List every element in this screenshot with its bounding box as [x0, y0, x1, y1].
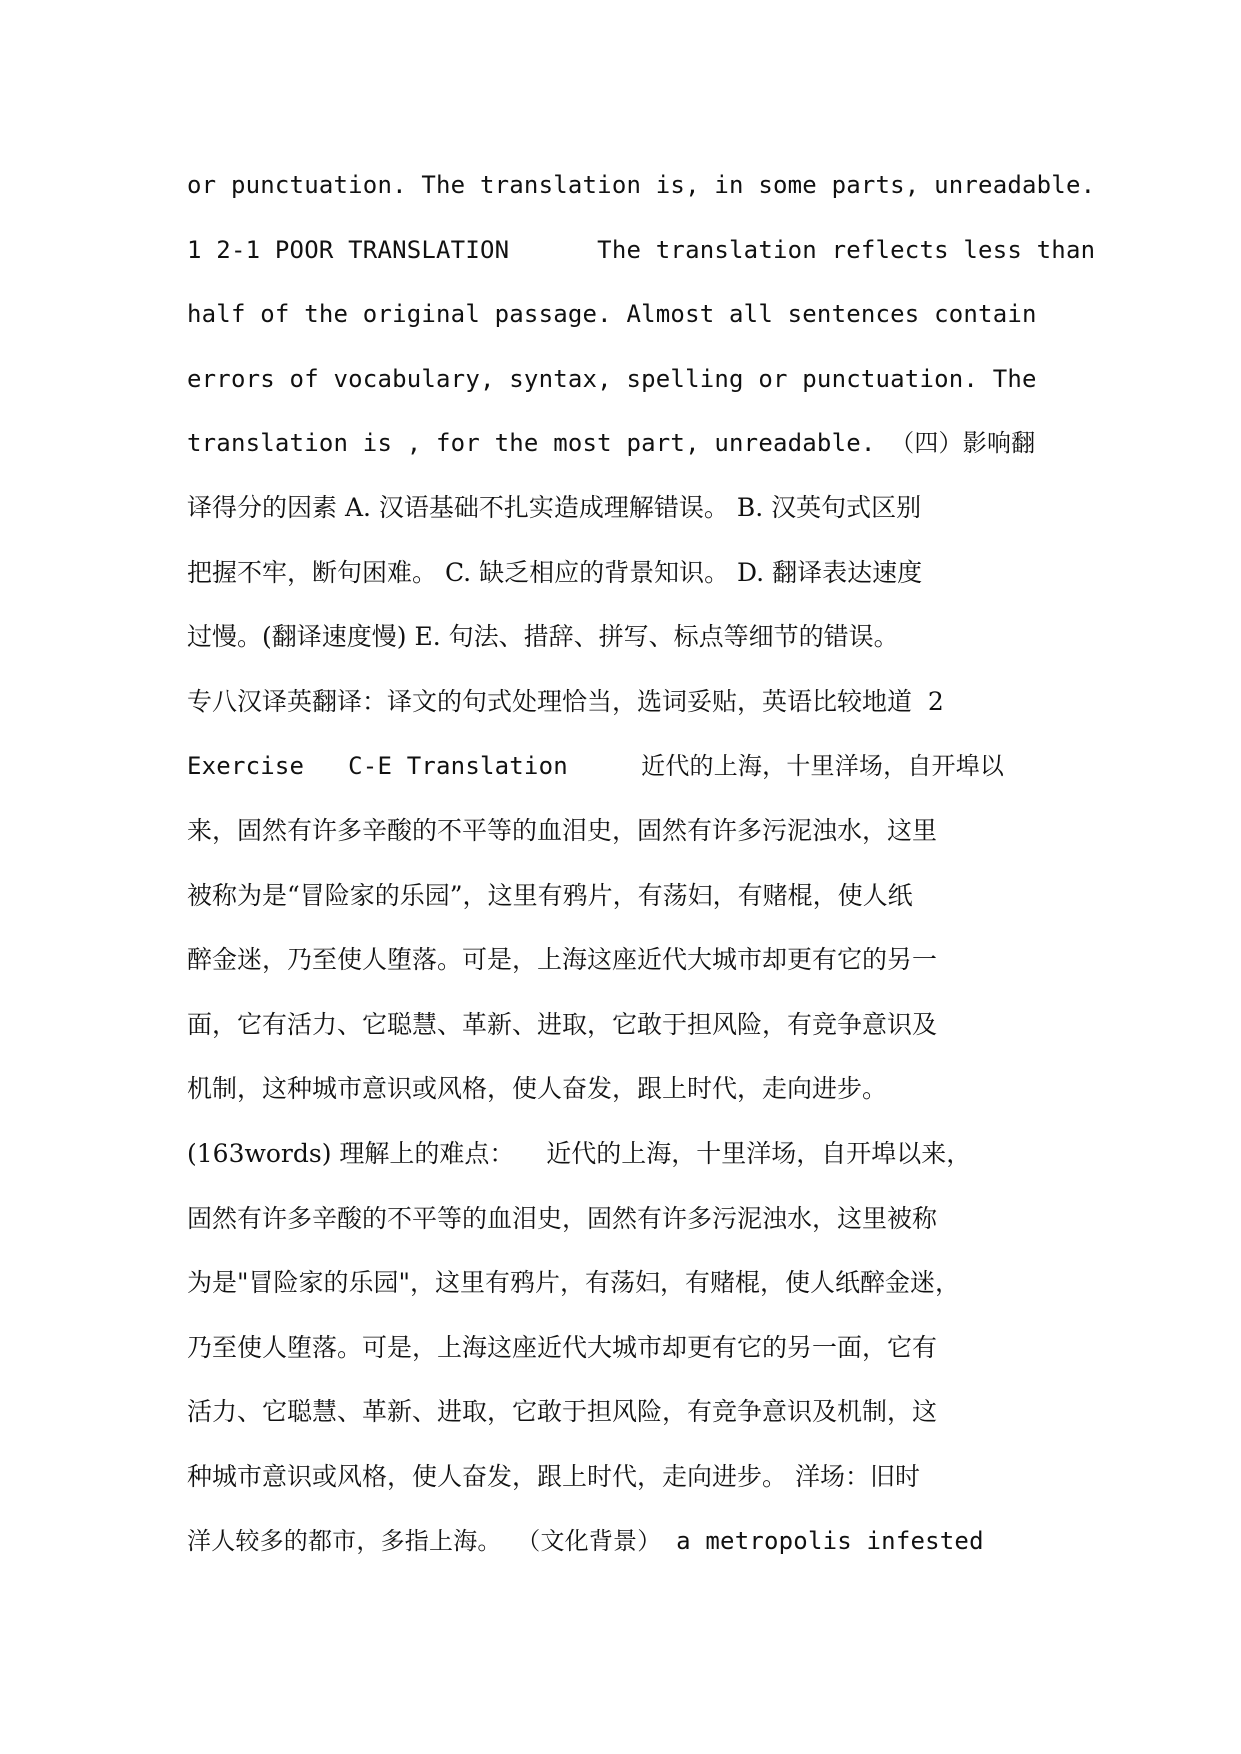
- text-line: 专八汉译英翻译：译文的句式处理恰当，选词妥贴，英语比较地道 2: [187, 686, 944, 716]
- text-line: 来，固然有许多辛酸的不平等的血泪史，固然有许多污泥浊水，这里: [187, 815, 938, 845]
- text-line: 机制，这种城市意识或风格，使人奋发，跟上时代，走向进步。: [187, 1074, 888, 1104]
- text-line: Exercise C-E Translation 近代的上海，十里洋场，自开埠以: [187, 752, 1005, 781]
- text-line: 面，它有活力、它聪慧、革新、进取，它敢于担风险，有竞争意识及: [187, 1009, 938, 1039]
- text-line: translation is , for the most part, unreadable. （四）影响翻: [187, 429, 1036, 458]
- text-line: 1 2-1 POOR TRANSLATION The translation reflects less than: [187, 235, 1096, 264]
- text-line: 活力、它聪慧、革新、进取，它敢于担风险，有竞争意识及机制，这: [187, 1397, 938, 1427]
- text-line: 固然有许多辛酸的不平等的血泪史，固然有许多污泥浊水，这里被称: [187, 1203, 938, 1233]
- text-line: errors of vocabulary, syntax, spelling or punctuation. The: [187, 364, 1037, 393]
- text-line: (163words) 理解上的难点： 近代的上海，十里洋场，自开埠以来，: [187, 1138, 972, 1168]
- text-line: 被称为是“冒险家的乐园”，这里有鸦片，有荡妇，有赌棍，使人纸: [187, 880, 913, 910]
- text-line: 醉金迷，乃至使人堕落。可是，上海这座近代大城市却更有它的另一: [187, 945, 938, 975]
- text-line: or punctuation. The translation is, in some parts, unreadable.: [187, 171, 1096, 199]
- text-line: 译得分的因素 A. 汉语基础不扎实造成理解错误。 B. 汉英句式区别: [187, 492, 922, 522]
- text-line: 把握不牢，断句困难。 C. 缺乏相应的背景知识。 D. 翻译表达速度: [187, 557, 923, 587]
- text-line: 洋人较多的都市，多指上海。 （文化背景） a metropolis infested: [187, 1527, 984, 1556]
- text-line: 种城市意识或风格，使人奋发，跟上时代，走向进步。 洋场：旧时: [187, 1461, 920, 1491]
- text-line: half of the original passage. Almost all sentences contain: [187, 300, 1037, 329]
- text-line: 为是"冒险家的乐园"，这里有鸦片，有荡妇，有赌棍，使人纸醉金迷，: [187, 1268, 961, 1298]
- body-text: [187, 153, 1096, 1574]
- text-line: 过慢。(翻译速度慢) E. 句法、措辞、拼写、标点等细节的错误。: [187, 622, 899, 652]
- text-line: 乃至使人堕落。可是，上海这座近代大城市却更有它的另一面，它有: [187, 1332, 938, 1362]
